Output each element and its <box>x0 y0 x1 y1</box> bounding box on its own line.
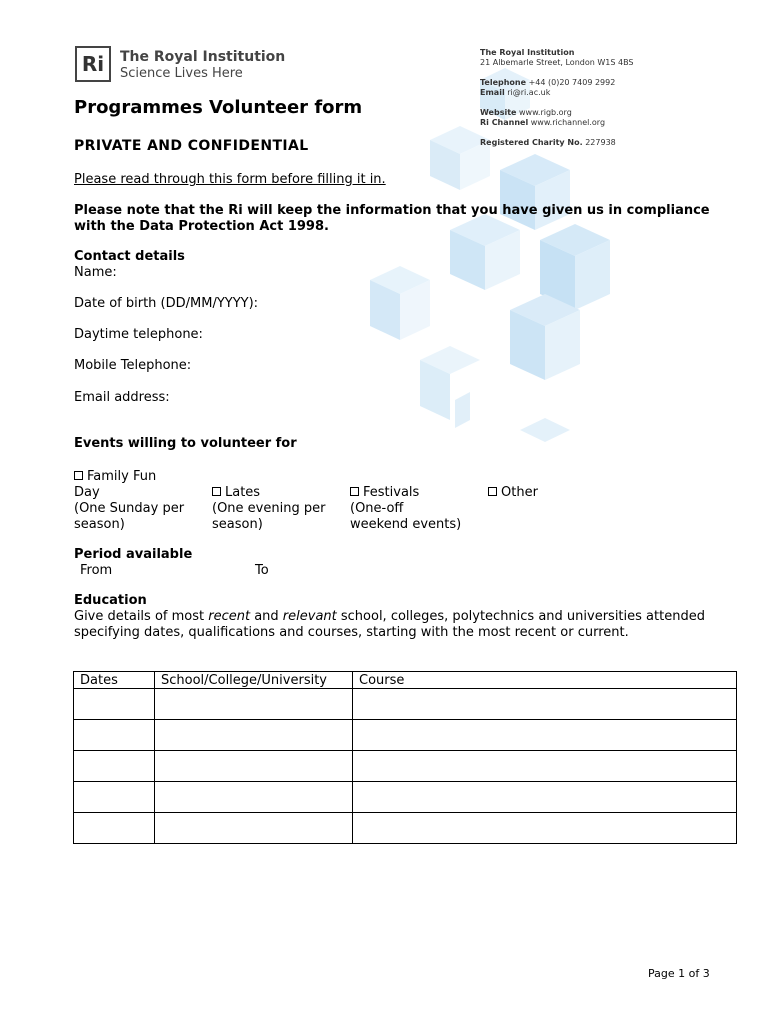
family-fun-checkbox[interactable] <box>74 471 83 480</box>
school-cell[interactable] <box>155 751 353 782</box>
event-family-fun-day: Family Fun Day (One Sunday per season) <box>74 469 185 532</box>
contact-heading: Contact details <box>74 249 185 264</box>
dates-cell[interactable] <box>74 720 155 751</box>
table-row <box>74 720 737 751</box>
course-header: Course <box>353 672 737 689</box>
from-label: From <box>80 563 113 578</box>
table-row <box>74 751 737 782</box>
table-row <box>74 813 737 844</box>
read-note: Please read through this form before filling it in. <box>74 172 386 187</box>
data-protection-note: Please note that the Ri will keep the information that you have given us in compliance with the Data Protection Act 1998. <box>74 203 710 234</box>
address-channel: Ri Channel www.richannel.org <box>480 118 606 127</box>
table-row <box>74 689 737 720</box>
course-cell[interactable] <box>353 720 737 751</box>
address-charity: Registered Charity No. 227938 <box>480 138 616 147</box>
ri-logo: Ri <box>75 46 111 82</box>
course-cell[interactable] <box>353 782 737 813</box>
dates-cell[interactable] <box>74 689 155 720</box>
period-heading: Period available <box>74 547 193 562</box>
lates-checkbox[interactable] <box>212 487 221 496</box>
school-cell[interactable] <box>155 689 353 720</box>
logo-tagline: Science Lives Here <box>120 66 243 81</box>
table-row <box>74 782 737 813</box>
school-cell[interactable] <box>155 720 353 751</box>
confidential-heading: PRIVATE AND CONFIDENTIAL <box>74 138 309 154</box>
email-label: Email address: <box>74 390 170 405</box>
event-other: Other <box>488 485 538 501</box>
table-header-row <box>74 672 737 689</box>
dates-cell[interactable] <box>74 782 155 813</box>
festivals-checkbox[interactable] <box>350 487 359 496</box>
mobile-phone-label: Mobile Telephone: <box>74 358 192 373</box>
address-org: The Royal Institution <box>480 48 575 57</box>
address-street: 21 Albemarle Street, London W1S 4BS <box>480 58 634 67</box>
school-cell[interactable] <box>155 782 353 813</box>
education-instructions: Give details of most recent and relevant school, colleges, polytechnics and universities attended specifying dates, qualifications and courses, starting with the most recent or current. <box>74 609 705 640</box>
other-checkbox[interactable] <box>488 487 497 496</box>
daytime-phone-label: Daytime telephone: <box>74 327 203 342</box>
dates-header: Dates <box>74 672 155 689</box>
name-label: Name: <box>74 265 117 280</box>
course-cell[interactable] <box>353 689 737 720</box>
dates-cell[interactable] <box>74 751 155 782</box>
address-telephone: Telephone +44 (0)20 7409 2992 <box>480 78 616 87</box>
address-website: Website www.rigb.org <box>480 108 572 117</box>
course-cell[interactable] <box>353 751 737 782</box>
dob-label: Date of birth (DD/MM/YYYY): <box>74 296 259 311</box>
education-heading: Education <box>74 593 147 608</box>
events-heading: Events willing to volunteer for <box>74 436 297 451</box>
address-email: Email ri@ri.ac.uk <box>480 88 551 97</box>
logo-name: The Royal Institution <box>120 49 286 65</box>
dates-cell[interactable] <box>74 813 155 844</box>
school-header: School/College/University <box>155 672 353 689</box>
event-festivals: Festivals (One-off weekend events) <box>350 485 462 532</box>
education-table <box>73 671 737 844</box>
event-lates: Lates (One evening per season) <box>212 485 326 532</box>
form-title: Programmes Volunteer form <box>74 97 363 118</box>
page-number: Page 1 of 3 <box>648 967 710 980</box>
to-label: To <box>255 563 269 578</box>
school-cell[interactable] <box>155 813 353 844</box>
course-cell[interactable] <box>353 813 737 844</box>
